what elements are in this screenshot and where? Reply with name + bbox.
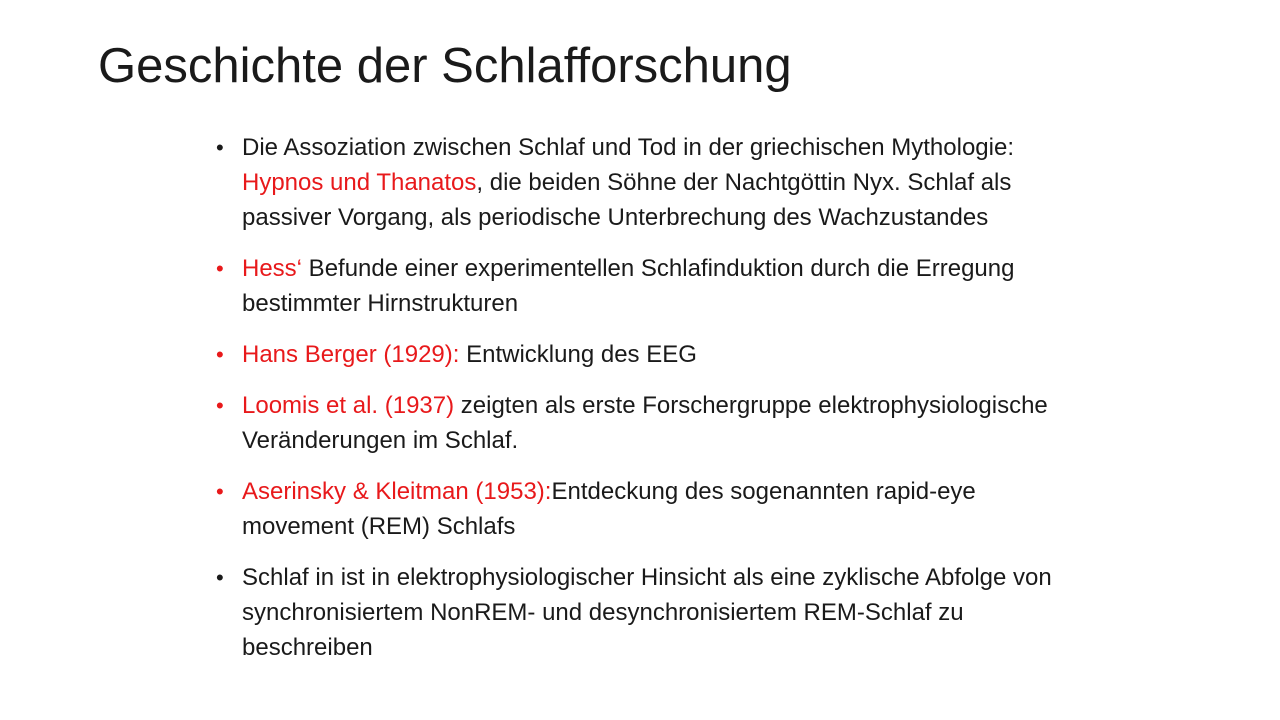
bullet-item [216, 251, 1076, 321]
bullet-text: Entdeckung des sogenannten rapid-eye movement (REM) Schlafs [242, 478, 976, 540]
bullet-item [216, 474, 1076, 544]
bullet-item [216, 388, 1076, 458]
highlighted-term: Aserinsky & Kleitman (1953): [242, 478, 552, 505]
highlighted-term: Hess‘ [242, 255, 303, 282]
highlighted-term: Loomis et al. (1937) [242, 392, 455, 419]
bullet-item [216, 337, 1076, 372]
slide-title: Geschichte der Schlafforschung [98, 39, 792, 93]
bullet-text: Die Assoziation zwischen Schlaf und Tod in der griechischen Mythologie: [242, 134, 1014, 161]
bullet-list [216, 130, 1076, 681]
bullet-text: Schlaf in ist in elektrophysiologischer Hinsicht als eine zyklische Abfolge von synchronisiertem NonREM- und desynchronisiertem REM-Schlaf zu beschreiben [242, 564, 1052, 661]
highlighted-term: Hypnos und Thanatos [242, 169, 477, 196]
bullet-text: Befunde einer experimentellen Schlafinduktion durch die Erregung bestimmter Hirnstrukturen [242, 255, 1015, 317]
bullet-item [216, 560, 1076, 665]
highlighted-term: Hans Berger (1929): [242, 341, 460, 368]
bullet-text: Entwicklung des EEG [459, 341, 697, 368]
bullet-text: , die beiden Söhne der Nachtgöttin Nyx. Schlaf als passiver Vorgang, als periodische Unterbrechung des Wachzustandes [242, 169, 1012, 231]
bullet-item [216, 130, 1076, 235]
bullet-text: zeigten als erste Forschergruppe elektrophysiologische Veränderungen im Schlaf. [242, 392, 1048, 454]
